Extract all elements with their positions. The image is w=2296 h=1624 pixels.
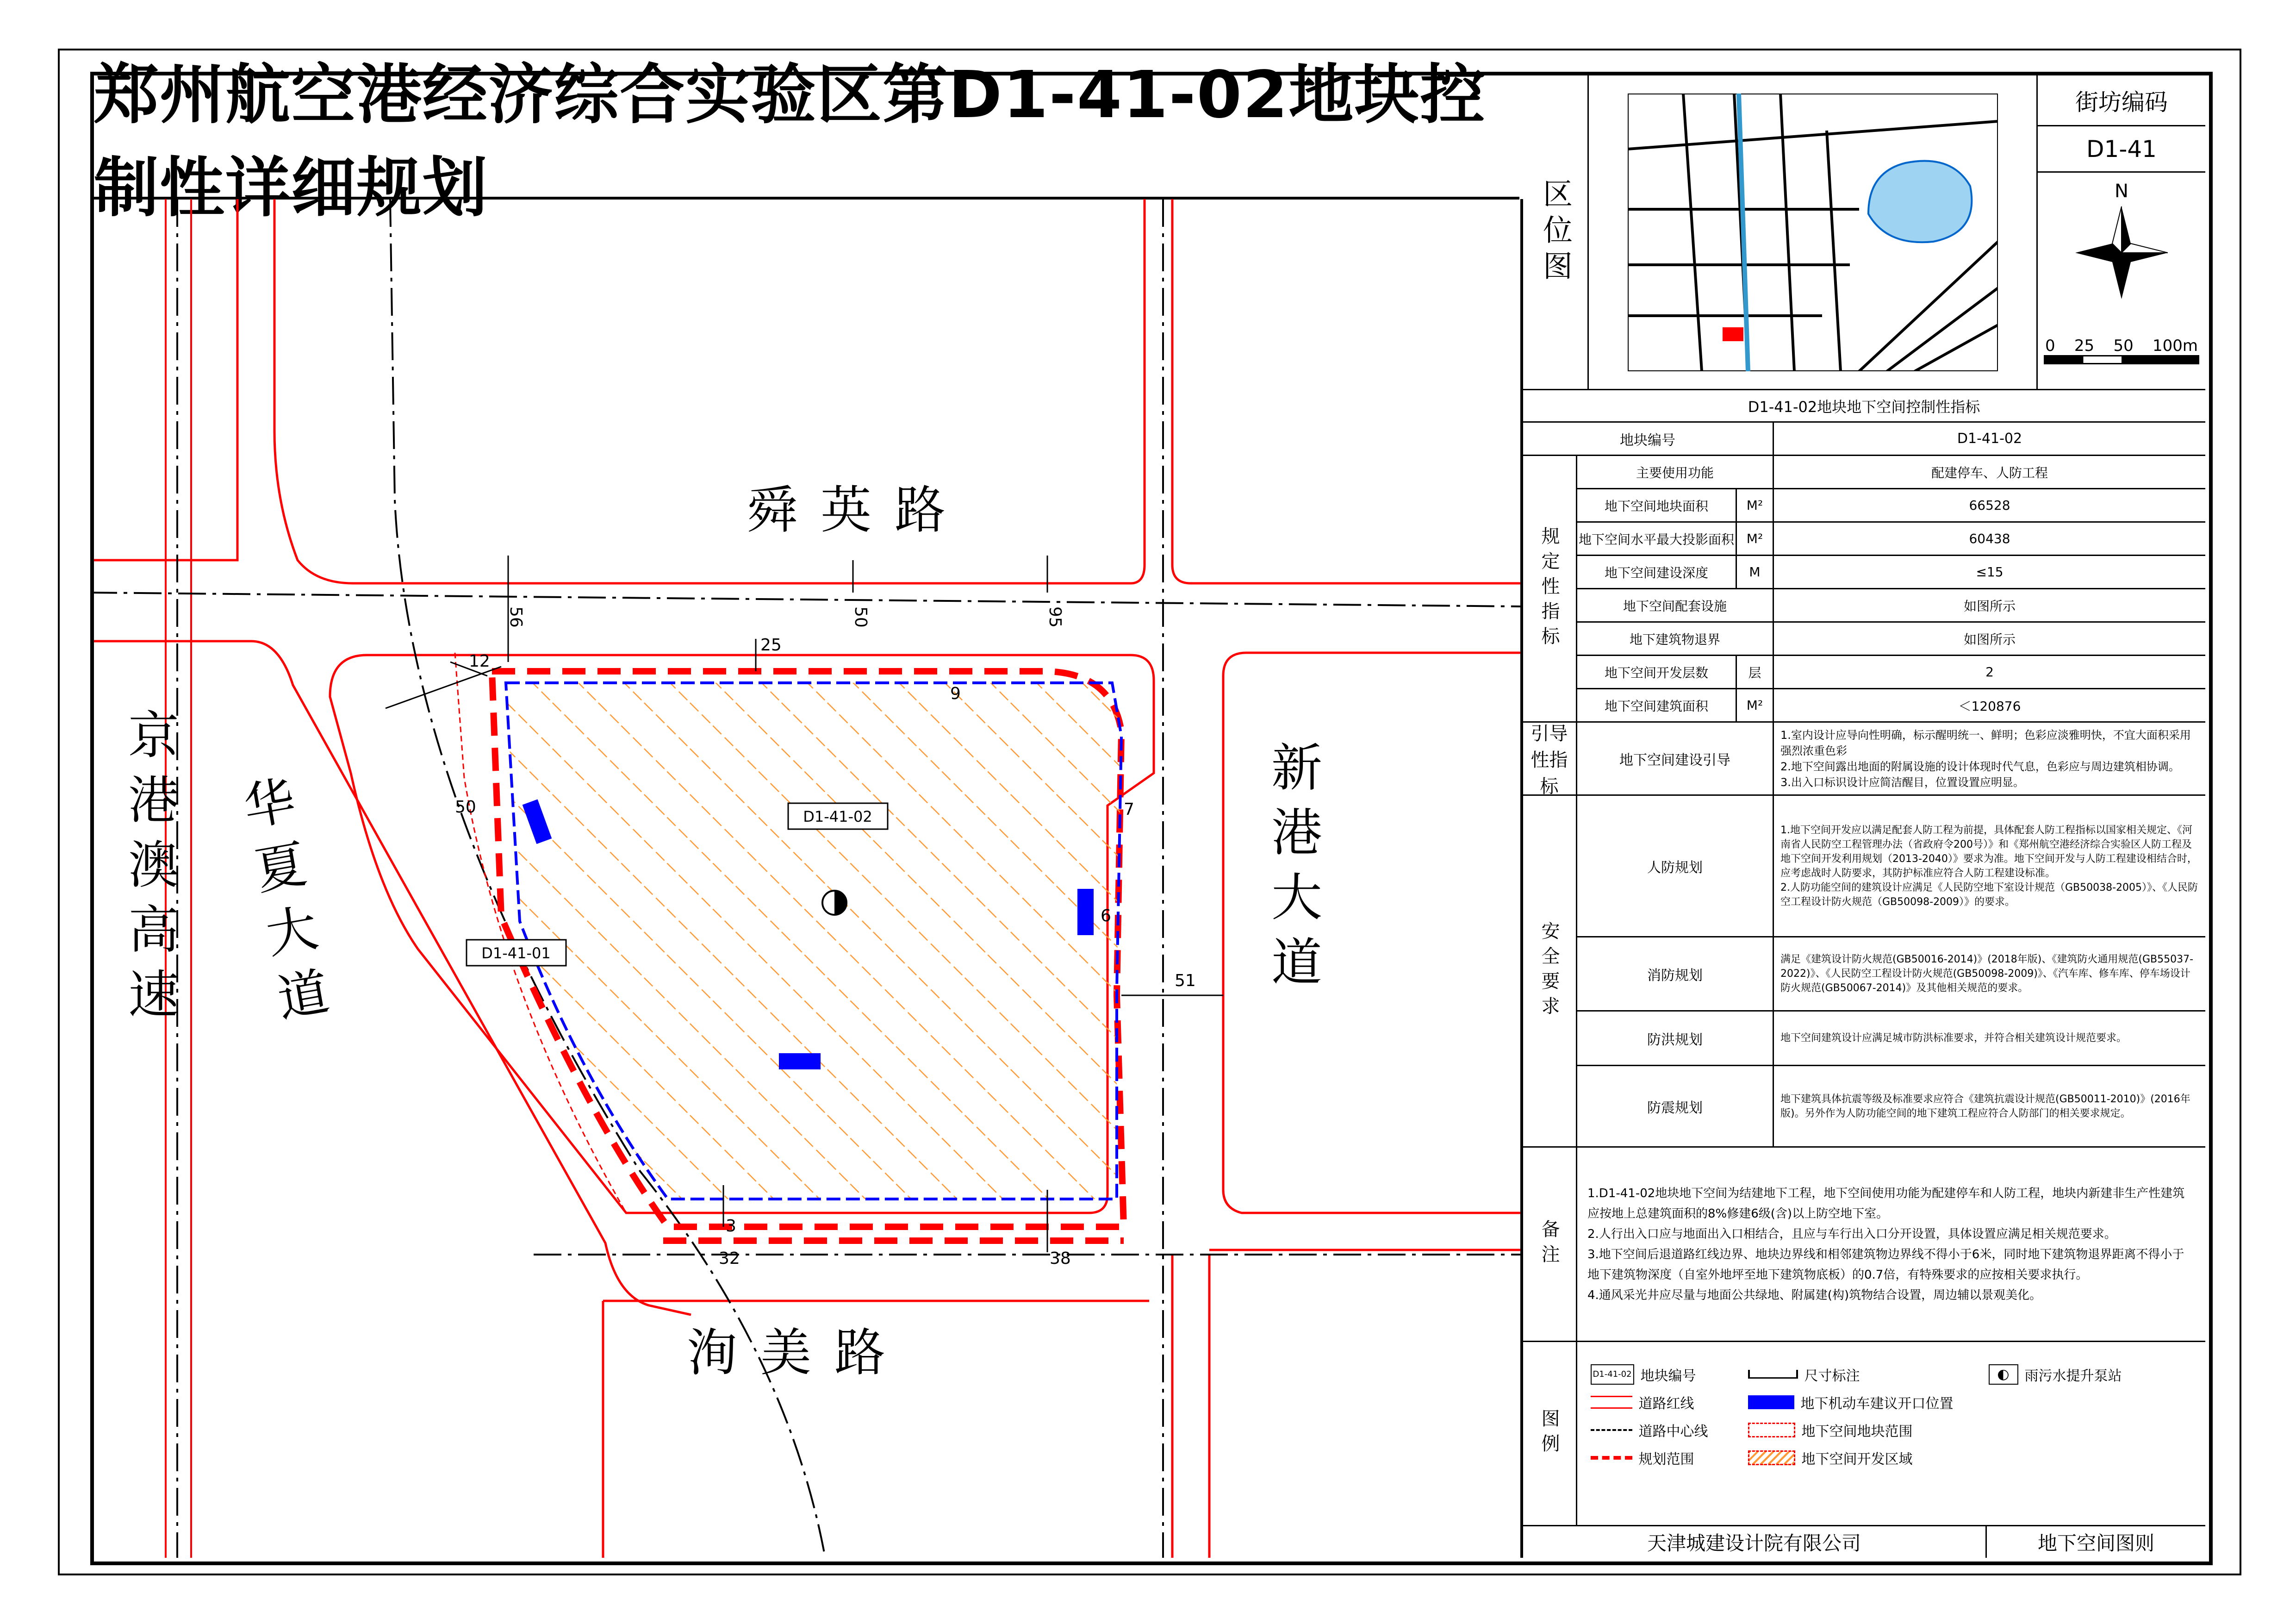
- dim-label: 50: [455, 798, 476, 817]
- regulatory-row-unit: M: [1736, 556, 1773, 589]
- dim-label: 56: [506, 606, 525, 628]
- regulatory-row-value: ≤15: [1773, 556, 2205, 589]
- road-name-jinggangao: 京港澳高速: [120, 708, 179, 1032]
- safety-item-label: 防震规划: [1576, 1066, 1773, 1148]
- dim-label: 32: [719, 1249, 740, 1268]
- dim-label: 50: [851, 606, 870, 628]
- safety-item-label: 防洪规划: [1576, 1012, 1773, 1066]
- dimension-mark-icon: [1748, 1370, 1798, 1379]
- regulatory-row-value: 66528: [1773, 489, 2205, 523]
- dim-label: 25: [760, 636, 782, 655]
- regulatory-row-label: 地下空间地块面积: [1576, 489, 1736, 523]
- dim-label: 12: [469, 652, 490, 671]
- guide-label: 引导性指标: [1523, 723, 1576, 796]
- pump-station-marker: [822, 891, 846, 915]
- legend-item-label: 尺寸标注: [1804, 1368, 1860, 1384]
- parcel-code-neighbor: D1-41-01: [481, 944, 551, 962]
- regulatory-row-label: 地下空间配套设施: [1576, 589, 1773, 623]
- regulatory-row-label: 地下空间水平最大投影面积: [1576, 523, 1736, 556]
- regulatory-label: 规定性指标: [1523, 456, 1576, 723]
- guide-sub-label: 地下空间建设引导: [1576, 723, 1773, 796]
- road-name-shunying: 舜英路: [747, 481, 969, 540]
- road-name-xunmei: 洵美路: [686, 1323, 908, 1382]
- legend-item-label: 地下空间地块范围: [1801, 1423, 1913, 1440]
- road-name-huaxia: 华夏大道: [231, 772, 335, 1038]
- legend-body: [1576, 1342, 2205, 1526]
- underground-boundary-icon: [1748, 1423, 1795, 1437]
- legend-item-label: 规划范围: [1638, 1451, 1694, 1468]
- legend-item-label: 地块编号: [1640, 1368, 1696, 1384]
- regulatory-row-label: 地下空间建设深度: [1576, 556, 1736, 589]
- dim-label: 51: [1175, 971, 1196, 990]
- regulatory-row-value: 如图所示: [1773, 623, 2205, 656]
- legend-item: [1748, 1448, 1913, 1468]
- legend-item: [1591, 1392, 1694, 1412]
- entrance-south: [779, 1053, 821, 1069]
- notes-label: 备注: [1523, 1148, 1576, 1342]
- block-code-label: 街坊编码: [2036, 75, 2205, 126]
- safety-item-text: 地下空间建筑设计应满足城市防洪标准要求，并符合相关建筑设计规范要求。: [1773, 1012, 2205, 1066]
- parcel-code-main: D1-41-02: [803, 808, 872, 825]
- notes-body: [1576, 1148, 2205, 1342]
- table-title: D1-41-02地块地下空间控制性指标: [1523, 390, 2205, 423]
- note-item: 4.通风采光井应尽量与地面公共绿地、附属建(构)筑物结合设置，周边辅以景观美化。: [1587, 1288, 2042, 1302]
- legend-item: [1748, 1392, 1954, 1412]
- header-value: D1-41-02: [1773, 423, 2205, 456]
- north-label: N: [2115, 181, 2128, 202]
- road-center-line-icon: [1591, 1429, 1632, 1431]
- regulatory-row-label: 地下空间建筑面积: [1576, 689, 1736, 723]
- legend-item-label: 道路红线: [1638, 1395, 1694, 1412]
- footer-company: 天津城建设计院有限公司: [1647, 1532, 1861, 1555]
- scale-tick: 100m: [2152, 336, 2198, 355]
- note-item: 1.D1-41-02地块地下空间为结建地下工程，地下空间使用功能为配建停车和人防工程，地块内新建非生产性建筑应按地上总建筑面积的8%修建6级(含)以上防空地下室。: [1587, 1186, 2185, 1221]
- block-code-value: D1-41: [2036, 126, 2205, 173]
- legend-item: [1989, 1364, 2122, 1385]
- regulatory-row-value: 2: [1773, 656, 2205, 689]
- regulatory-row-unit: M²: [1736, 523, 1773, 556]
- regulatory-row-label: 主要使用功能: [1576, 456, 1773, 489]
- dim-label: 9: [950, 684, 961, 703]
- safety-item-label: 人防规划: [1576, 796, 1773, 937]
- compass-icon: [2075, 202, 2168, 304]
- page-title: 郑州航空港经济综合实验区第D1-41-02地块控制性详细规划: [94, 75, 1519, 200]
- regulatory-row-unit: 层: [1736, 656, 1773, 689]
- footer-sheet: 地下空间图则: [1985, 1526, 2205, 1558]
- pump-station-icon: ◐: [1989, 1364, 2018, 1385]
- location-map-svg: [1628, 94, 1998, 371]
- entrance-east: [1077, 889, 1094, 935]
- plan-boundary-icon: [1591, 1456, 1632, 1460]
- safety-item-text: 1.地下空间开发应以满足配套人防工程为前提，具体配套人防工程指标以国家相关规定、《河南省人民防空工程管理办法（省政府令200号）》和《郑州航空港经济综合实验区人防工程及地下空间开发利用规划（2013-2040）》要求为准。地下空间开发与人防工程建设相结合时，应考虑战时人防要求，其防护标准应符合人防工程建设标准。 2.人防功能空间的建筑设计应满足《人民防空地下室设计规范（GB50038-2005）》、《人民防空工程设计防火规范（GB50098-2009）》的要求。: [1773, 796, 2205, 937]
- regulatory-row-value: 60438: [1773, 523, 2205, 556]
- legend-label: 图例: [1523, 1342, 1576, 1526]
- regulatory-row-value: 如图所示: [1773, 589, 2205, 623]
- legend-item-label: 地下机动车建议开口位置: [1800, 1395, 1954, 1412]
- info-panel: [1523, 75, 2205, 1558]
- safety-item-label: 消防规划: [1576, 937, 1773, 1012]
- regulatory-row-value: 配建停车、人防工程: [1773, 456, 2205, 489]
- legend-item: [1591, 1448, 1694, 1468]
- guide-text: 1.室内设计应导向性明确，标示醒明统一、鲜明；色彩应淡雅明快，不宜大面积采用强烈浓重色彩 2.地下空间露出地面的附属设施的设计体现时代气息，色彩应与周边建筑相协调。 3.出入口标识设计应简洁醒目，位置设置应明显。: [1773, 723, 2205, 796]
- legend-item: [1748, 1364, 1860, 1385]
- road-red-line-icon: [1591, 1396, 1632, 1409]
- parcel-code-box-icon: D1-41-02: [1591, 1364, 1634, 1385]
- plan-map-svg: [94, 199, 1520, 1558]
- road-name-xingang: 新港大道: [1263, 741, 1322, 1000]
- scale-tick: 25: [2074, 336, 2095, 355]
- plan-map: [94, 199, 1523, 1558]
- legend-item: [1591, 1364, 1696, 1385]
- dim-label: 3: [726, 1217, 736, 1236]
- parcel-label-main: [788, 803, 888, 829]
- scale-tick: 0: [2045, 336, 2055, 355]
- scale-tick: 50: [2113, 336, 2134, 355]
- regulatory-row-value: ＜120876: [1773, 689, 2205, 723]
- location-map-label: 区位图: [1523, 75, 1587, 390]
- safety-item-text: 地下建筑具体抗震等级及标准要求应符合《建筑抗震设计规范(GB50011-2010)》(2016年版)。另外作为人防功能空间的地下建筑工程应符合人防部门的相关要求规定。: [1773, 1066, 2205, 1148]
- note-item: 2.人行出入口应与地面出入口相结合，且应与车行出入口分开设置，具体设置应满足相关规范要求。: [1587, 1227, 2116, 1241]
- parcel-label-neighbor: [467, 940, 566, 966]
- legend-item: [1748, 1420, 1913, 1440]
- note-item: 3.地下空间后退道路红线边界、地块边界线和相邻建筑物边界线不得小于6米，同时地下建筑物退界距离不得小于地下建筑物深度（自室外地坪至地下建筑物底板）的0.7倍，有特殊要求的应按相关要求执行。: [1587, 1247, 2184, 1282]
- regulatory-row-unit: M²: [1736, 689, 1773, 723]
- legend-item-label: 雨污水提升泵站: [2024, 1368, 2122, 1384]
- scale-bar: [2036, 312, 2205, 390]
- regulatory-row-label: 地下建筑物退界: [1576, 623, 1773, 656]
- dim-label: 7: [1124, 800, 1134, 819]
- legend-item-label: 地下空间开发区域: [1801, 1451, 1913, 1468]
- header-label: 地块编号: [1523, 423, 1773, 456]
- dim-label: 6: [1101, 906, 1111, 925]
- site-location-marker: [1723, 327, 1743, 341]
- safety-label: 安全要求: [1523, 796, 1576, 1148]
- dim-label: 38: [1050, 1249, 1071, 1268]
- entrance-marker-icon: [1748, 1395, 1794, 1409]
- legend-item: [1591, 1420, 1708, 1440]
- dim-label: 95: [1045, 606, 1064, 628]
- regulatory-row-label: 地下空间开发层数: [1576, 656, 1736, 689]
- north-arrow: [2036, 173, 2205, 312]
- regulatory-row-unit: M²: [1736, 489, 1773, 523]
- legend-item-label: 道路中心线: [1638, 1423, 1708, 1440]
- development-area-icon: [1748, 1450, 1795, 1465]
- location-map: [1587, 75, 2036, 390]
- safety-item-text: 满足《建筑设计防火规范(GB50016-2014)》(2018年版)、《建筑防火通用规范(GB55037-2022)》、《人民防空工程设计防火规范(GB50098-2009)》、《汽车库、修车库、停车场设计防火规范(GB50067-2014)》及其他相关规范的要求。: [1773, 937, 2205, 1012]
